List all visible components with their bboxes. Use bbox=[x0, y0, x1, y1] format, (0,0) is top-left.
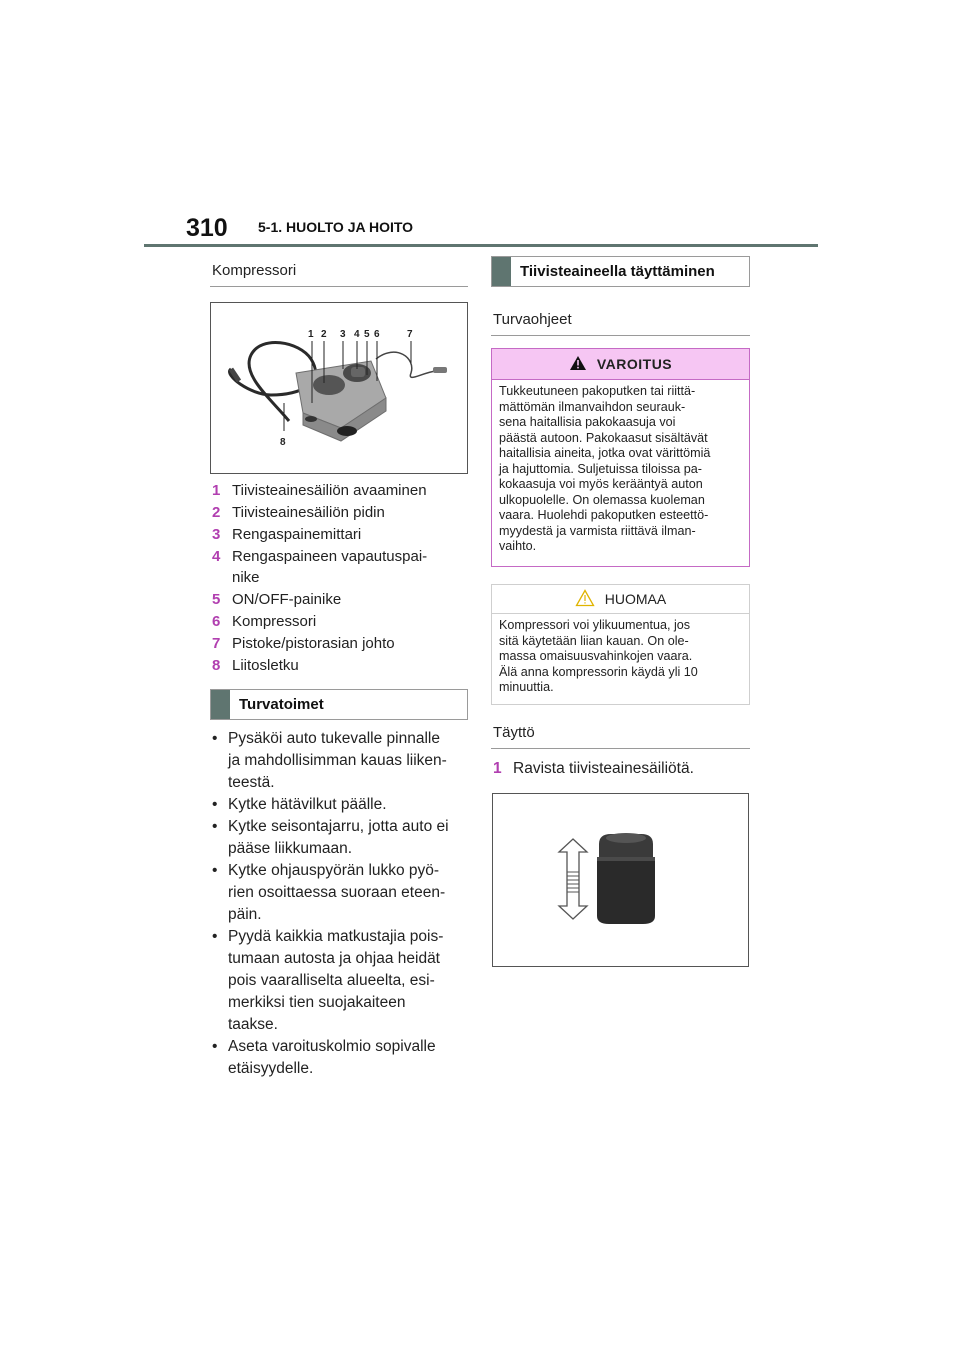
safety-list bbox=[212, 728, 468, 1080]
list-item: • Pysäköi auto tukevalle pinnalle ja mahdollisimman kauas liiken- teestä. bbox=[212, 730, 447, 791]
list-item: 1 Ravista tiivisteainesäiliötä. bbox=[493, 760, 694, 777]
header-rule bbox=[144, 244, 818, 247]
parts-list bbox=[212, 480, 470, 676]
section-title: 5-1. HUOLTO JA HOITO bbox=[258, 219, 414, 235]
page-number: 310 bbox=[186, 214, 228, 242]
list-item: 4 Rengaspaineen vapautuspai- nike bbox=[212, 548, 428, 586]
compressor-illustration bbox=[211, 303, 467, 473]
list-item: • Kytke hätävilkut päälle. bbox=[212, 796, 387, 813]
shake-figure bbox=[492, 793, 749, 967]
heading-accent-bar bbox=[211, 690, 230, 719]
compressor-heading: Kompressori bbox=[210, 262, 468, 287]
list-item: 2 Tiivisteainesäiliön pidin bbox=[212, 504, 385, 521]
list-item: • Pyydä kaikkia matkustajia pois- tumaan autosta ja ohjaa heidät pois vaaralliselta alueelta, esi- merkiksi tien suojakaiteen taakse. bbox=[212, 928, 444, 1033]
list-item: 3 Rengaspainemittari bbox=[212, 526, 362, 543]
compressor-figure bbox=[210, 302, 468, 474]
callout-2: 2 bbox=[321, 329, 327, 340]
callout-6: 6 bbox=[374, 329, 380, 340]
notice-box bbox=[491, 584, 750, 705]
shake-bottle-illustration bbox=[493, 794, 748, 966]
list-item: 7 Pistoke/pistorasian johto bbox=[212, 635, 395, 652]
fill-heading: Täyttö bbox=[491, 724, 750, 749]
list-item: 6 Kompressori bbox=[212, 613, 317, 630]
list-item: 1 Tiivisteainesäiliön avaaminen bbox=[212, 482, 427, 499]
notice-header: HUOMAA bbox=[492, 585, 749, 614]
notice-text: Kompressori voi ylikuumentua, jos sitä käytetään liian kauan. On ole- massa omaisuusvahinkojen vaara. Älä anna kompressorin käydä yli 10 minuuttia. bbox=[499, 618, 698, 694]
heading-accent-bar bbox=[492, 257, 511, 286]
callout-4: 4 bbox=[354, 329, 360, 340]
list-item: 8 Liitosletku bbox=[212, 657, 299, 674]
warning-box bbox=[491, 348, 750, 567]
callout-7: 7 bbox=[407, 329, 413, 340]
list-item: • Kytke ohjauspyörän lukko pyö- rien osoittaessa suoraan eteen- päin. bbox=[212, 862, 446, 923]
filling-heading: Tiivisteaineella täyttäminen bbox=[491, 256, 750, 287]
list-item: • Aseta varoituskolmio sopivalle etäisyydelle. bbox=[212, 1038, 436, 1077]
caution-triangle-icon bbox=[575, 589, 595, 610]
list-item: • Kytke seisontajarru, jotta auto ei pääse liikkumaan. bbox=[212, 818, 449, 857]
fill-steps bbox=[493, 758, 750, 779]
callout-5: 5 bbox=[364, 329, 370, 340]
warning-triangle-icon bbox=[569, 355, 587, 374]
callout-1: 1 bbox=[308, 329, 314, 340]
list-item: 5 ON/OFF-painike bbox=[212, 591, 342, 608]
safety-heading: Turvatoimet bbox=[210, 689, 468, 720]
warning-header: VAROITUS bbox=[492, 349, 749, 380]
warning-text: Tukkeutuneen pakoputken tai riittä- mättömän ilmanvaihdon seurauk- sena haitallisia pakokaasuja voi päästä autoon. Pakokaasut sisältävät haitallisia aineita, jotka ovat värittömiä ja hajuttomia. Suljetuissa tiloissa pa- kokaasuja voi myös kerääntyä auton ulkopuolelle. On olemassa kuoleman vaara. Huolehdi pakoputken esteettö- myydestä ja varmista riittävä ilman- vaihto. bbox=[499, 384, 711, 553]
callout-8: 8 bbox=[280, 437, 286, 448]
safety-instructions-heading: Turvaohjeet bbox=[491, 311, 750, 336]
callout-3: 3 bbox=[340, 329, 346, 340]
